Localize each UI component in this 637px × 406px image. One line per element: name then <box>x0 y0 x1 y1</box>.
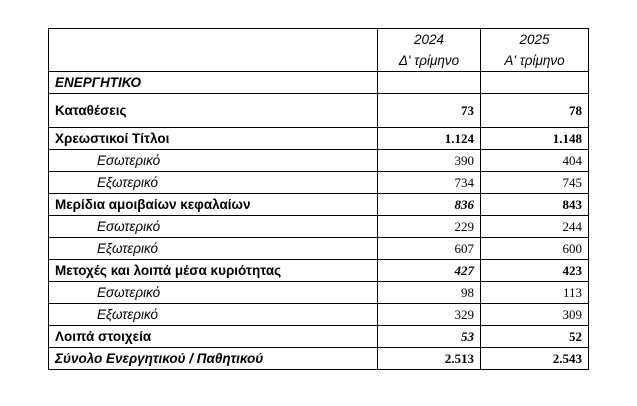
row-value-2024: 2.513 <box>378 348 481 370</box>
row-label: Εσωτερικό <box>49 282 378 304</box>
header-row-quarter <box>49 50 589 72</box>
row-label: Εξωτερικό <box>49 172 378 194</box>
row-value-2025: 78 <box>481 94 589 128</box>
row-value-2024: 607 <box>378 238 481 260</box>
row-label: Εσωτερικό <box>49 150 378 172</box>
row-value-2024: 427 <box>378 260 481 282</box>
row-label: Εξωτερικό <box>49 238 378 260</box>
table-row-debt-domestic <box>49 150 589 172</box>
table-row-fund-foreign <box>49 238 589 260</box>
row-label: Λοιπά στοιχεία <box>49 326 378 348</box>
row-label: Καταθέσεις <box>49 94 378 128</box>
row-value-2024: 98 <box>378 282 481 304</box>
row-value-2025: 843 <box>481 194 589 216</box>
col1-year-header: 2024 <box>378 29 481 51</box>
table-row-fund-domestic <box>49 216 589 238</box>
col1-quarter-header: Δ' τρίμηνο <box>378 50 481 72</box>
table-row-equity-domestic <box>49 282 589 304</box>
row-value-2024: 329 <box>378 304 481 326</box>
table-row-fund-shares <box>49 194 589 216</box>
row-value-2024: 836 <box>378 194 481 216</box>
row-value-2024: 1.124 <box>378 128 481 150</box>
row-label: Χρεωστικοί Τίτλοι <box>49 128 378 150</box>
table-row-equity-foreign <box>49 304 589 326</box>
row-value-2025: 423 <box>481 260 589 282</box>
table-row-deposits <box>49 94 589 128</box>
row-value-2025: 2.543 <box>481 348 589 370</box>
row-label: Εσωτερικό <box>49 216 378 238</box>
row-value-2024: 229 <box>378 216 481 238</box>
row-value-2025: 113 <box>481 282 589 304</box>
row-value-2025: 404 <box>481 150 589 172</box>
col2-quarter-header: Α' τρίμηνο <box>481 50 589 72</box>
section-title: ΕΝΕΡΓΗΤΙΚΟ <box>49 72 378 94</box>
table-row-total <box>49 348 589 370</box>
row-label: Μερίδια αμοιβαίων κεφαλαίων <box>49 194 378 216</box>
section-row <box>49 72 589 94</box>
row-value-2024: 73 <box>378 94 481 128</box>
row-label: Σύνολο Ενεργητικού / Παθητικού <box>49 348 378 370</box>
row-value-2025: 1.148 <box>481 128 589 150</box>
table-row-other-items <box>49 326 589 348</box>
assets-table <box>48 28 589 370</box>
row-value-2024: 734 <box>378 172 481 194</box>
header-blank-cell <box>49 50 378 72</box>
row-value-2025: 745 <box>481 172 589 194</box>
row-label: Μετοχές και λοιπά μέσα κυριότητας <box>49 260 378 282</box>
row-value-2025: 600 <box>481 238 589 260</box>
row-value-2025: 244 <box>481 216 589 238</box>
row-label: Εξωτερικό <box>49 304 378 326</box>
header-row-year <box>49 29 589 51</box>
section-empty-cell <box>481 72 589 94</box>
row-value-2025: 309 <box>481 304 589 326</box>
row-value-2024: 390 <box>378 150 481 172</box>
row-value-2024: 53 <box>378 326 481 348</box>
table-row-equity <box>49 260 589 282</box>
table-row-debt-securities <box>49 128 589 150</box>
header-blank-cell <box>49 29 378 51</box>
row-value-2025: 52 <box>481 326 589 348</box>
table-row-debt-foreign <box>49 172 589 194</box>
col2-year-header: 2025 <box>481 29 589 51</box>
section-empty-cell <box>378 72 481 94</box>
